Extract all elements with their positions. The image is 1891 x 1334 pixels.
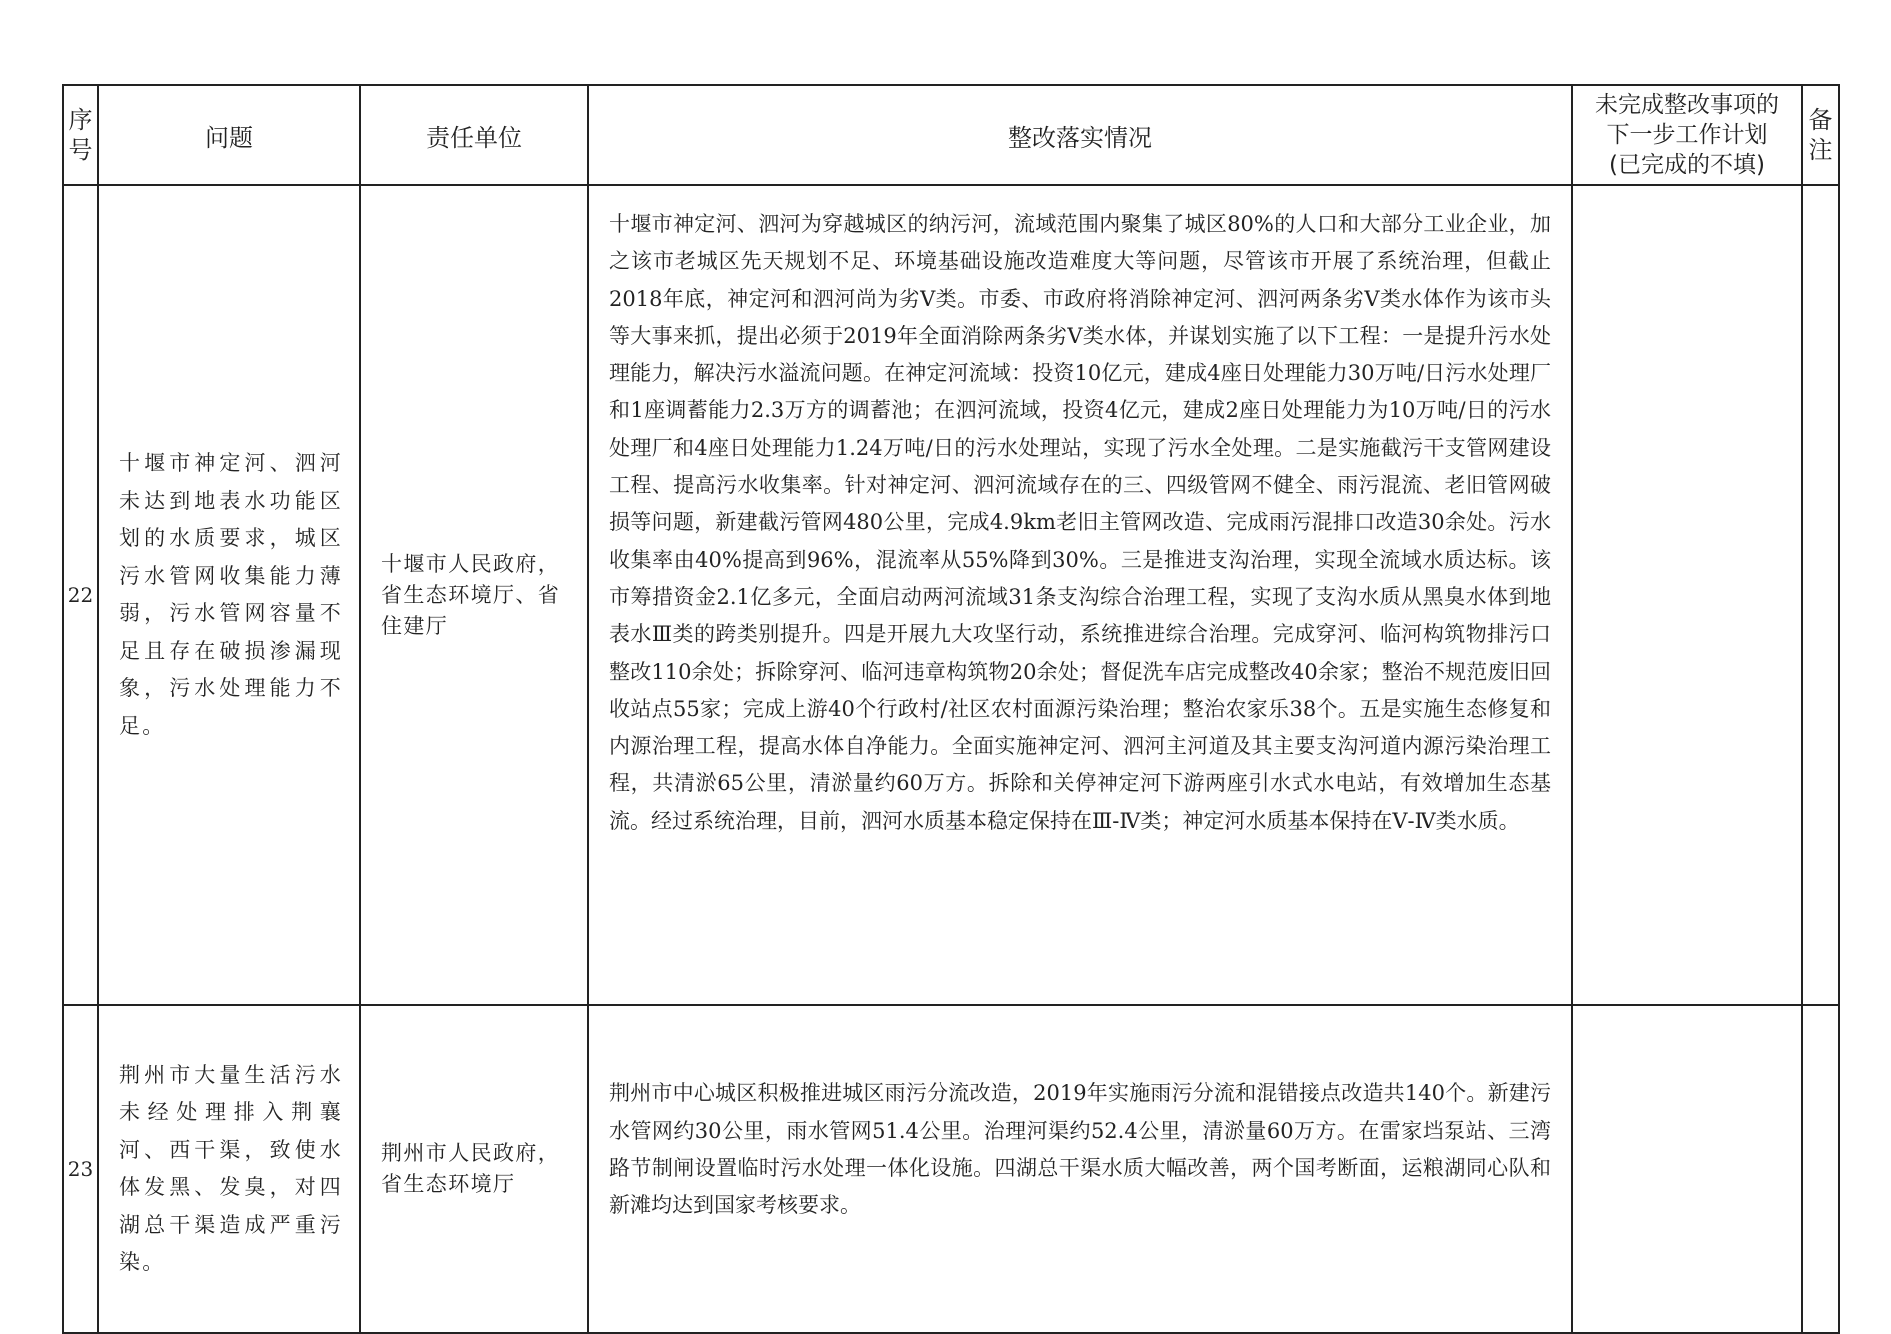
row-remark — [1802, 185, 1839, 1005]
header-remark — [1802, 85, 1839, 185]
report-page — [62, 84, 1840, 1334]
header-plan-line1: 未完成整改事项的 — [1595, 92, 1779, 118]
row-status-text: 荆州市中心城区积极推进城区雨污分流改造，2019年实施雨污分流和混错接点改造共140个。新建污水管网约30公里，雨水管网51.4公里。治理河渠约52.4公里，清淤量60万方。在雷家垱泵站、三湾路节制闸设置临时污水处理一体化设施。四湖总干渠水质大幅改善，两个国考断面，运粮湖同心队和新滩均达到国家考核要求。 — [609, 1081, 1551, 1218]
header-plan-line2: 下一步工作计划 — [1606, 122, 1768, 148]
header-row — [63, 85, 1839, 185]
row-status — [588, 185, 1572, 1005]
header-seq — [63, 85, 98, 185]
table-row — [63, 1005, 1839, 1333]
row-unit: 十堰市人民政府，省生态环境厅、省住建厅 — [360, 185, 588, 1005]
header-plan — [1572, 85, 1802, 185]
header-remark-label: 备注 — [1808, 106, 1833, 164]
row-issue: 荆州市大量生活污水未经处理排入荆襄河、西干渠，致使水体发黑、发臭，对四湖总干渠造成严重污染。 — [98, 1005, 360, 1333]
header-plan-line3: (已完成的不填) — [1609, 152, 1765, 178]
row-seq: 22 — [63, 185, 98, 1005]
row-issue: 十堰市神定河、泗河未达到地表水功能区划的水质要求，城区污水管网收集能力薄弱，污水管网容量不足且存在破损渗漏现象，污水处理能力不足。 — [98, 185, 360, 1005]
header-issue: 问题 — [98, 85, 360, 185]
rectification-table — [62, 84, 1840, 1334]
table-row — [63, 185, 1839, 1005]
row-plan — [1572, 1005, 1802, 1333]
header-unit: 责任单位 — [360, 85, 588, 185]
row-plan — [1572, 185, 1802, 1005]
row-remark — [1802, 1005, 1839, 1333]
row-seq: 23 — [63, 1005, 98, 1333]
row-unit: 荆州市人民政府，省生态环境厅 — [360, 1005, 588, 1333]
header-seq-label: 序号 — [68, 106, 93, 164]
row-status-text: 十堰市神定河、泗河为穿越城区的纳污河，流域范围内聚集了城区80%的人口和大部分工业企业，加之该市老城区先天规划不足、环境基础设施改造难度大等问题，尽管该市开展了系统治理，但截止2018年底，神定河和泗河尚为劣Ⅴ类。市委、市政府将消除神定河、泗河两条劣Ⅴ类水体作为该市头等大事来抓，提出必须于2019年全面消除两条劣Ⅴ类水体，并谋划实施了以下工程：一是提升污水处理能力，解决污水溢流问题。在神定河流域：投资10亿元，建成4座日处理能力30万吨/日污水处理厂和1座调蓄能力2.3万方的调蓄池；在泗河流域，投资4亿元，建成2座日处理能力为10万吨/日的污水处理厂和4座日处理能力1.24万吨/日的污水处理站，实现了污水全处理。二是实施截污干支管网建设工程、提高污水收集率。针对神定河、泗河流域存在的三、四级管网不健全、雨污混流、老旧管网破损等问题，新建截污管网480公里，完成4.9km老旧主管网改造、完成雨污混排口改造30余处。污水收集率由40%提高到96%，混流率从55%降到30%。三是推进支沟治理，实现全流域水质达标。该市筹措资金2.1亿多元，全面启动两河流域31条支沟综合治理工程，实现了支沟水质从黑臭水体到地表水Ⅲ类的跨类别提升。四是开展九大攻坚行动，系统推进综合治理。完成穿河、临河构筑物排污口整改110余处；拆除穿河、临河违章构筑物20余处；督促洗车店完成整改40余家；整治不规范废旧回收站点55家；完成上游40个行政村/社区农村面源污染治理；整治农家乐38个。五是实施生态修复和内源治理工程，提高水体自净能力。全面实施神定河、泗河主河道及其主要支沟河道内源污染治理工程，共清淤65公里，清淤量约60万方。拆除和关停神定河下游两座引水式水电站，有效增加生态基流。经过系统治理，目前，泗河水质基本稳定保持在Ⅲ-Ⅳ类；神定河水质基本保持在Ⅴ-Ⅳ类水质。 — [609, 212, 1552, 833]
header-status: 整改落实情况 — [588, 85, 1572, 185]
row-status — [588, 1005, 1572, 1333]
